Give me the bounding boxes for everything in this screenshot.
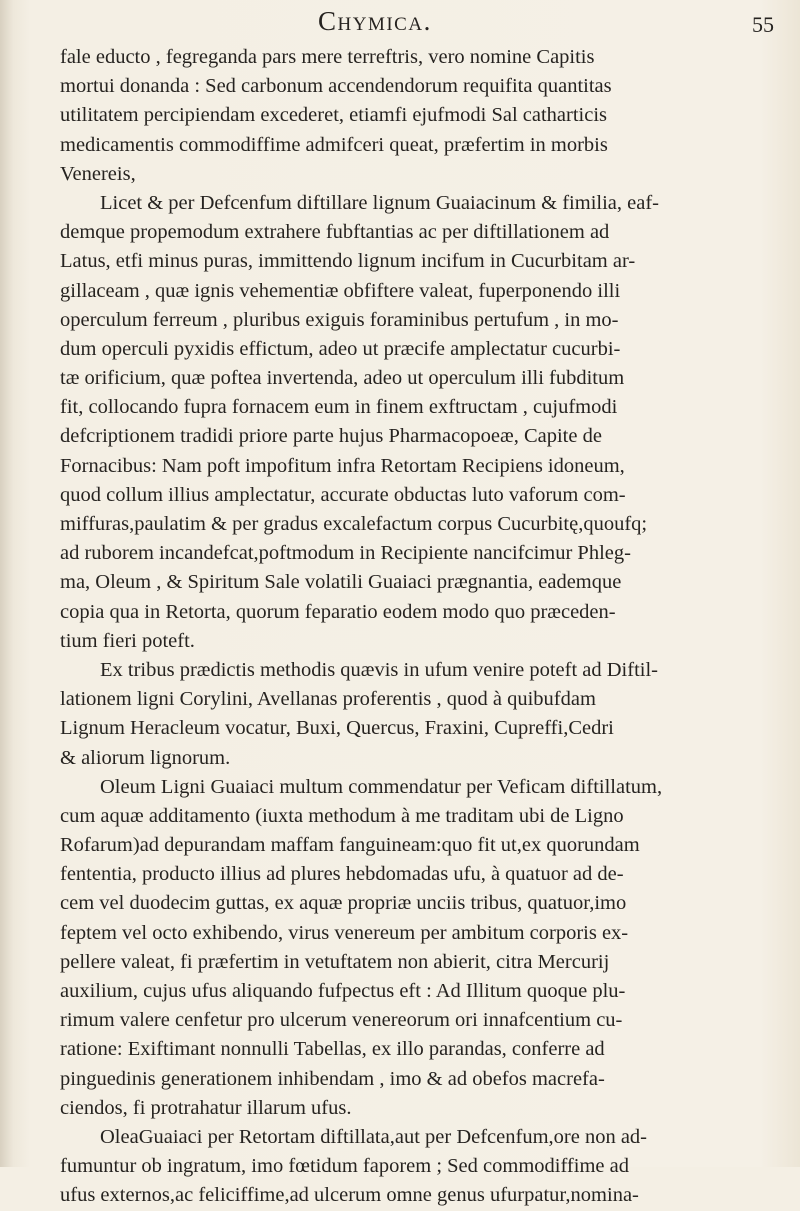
text-line: feptem vel octo exhibendo, virus venereum per ambitum corporis ex- xyxy=(60,921,629,944)
text-line: ma, Oleum , & Spiritum Sale volatili Guaiaci prægnantia, eademque xyxy=(60,571,622,594)
text-line: ad ruborem incandefcat,poftmodum in Recipiente nancifcimur Phleg- xyxy=(60,542,631,565)
text-line: ratione: Exiftimant nonnulli Tabellas, ex illo parandas, conferre ad xyxy=(60,1038,605,1061)
text-line: Ex tribus prædictis methodis quævis in ufum venire poteft ad Diftil- xyxy=(100,658,658,681)
page-header xyxy=(0,6,800,46)
text-line: cem vel duodecim guttas, ex aquæ propriæ unciis tribus, quatuor,imo xyxy=(60,892,627,915)
text-line: operculum ferreum , pluribus exiguis foraminibus pertufum , in mo- xyxy=(60,308,619,331)
text-line: auxilium, cujus ufus aliquando fufpectus eft : Ad Illitum quoque plu- xyxy=(60,980,626,1002)
text-line: mortui donanda : Sed carbonum accendendorum requifita quantitas xyxy=(60,75,612,98)
text-line: cum aquæ additamento (iuxta methodum à me traditam ubi de Ligno xyxy=(60,804,624,827)
text-line: Lignum Heracleum vocatur, Buxi, Quercus, Fraxini, Cupreffi,Cedri xyxy=(60,717,614,740)
text-line: lationem ligni Corylini, Avellanas proferentis , quod à quibufdam xyxy=(60,688,596,711)
text-line: demque propemodum extrahere fubftantias ac per diftillationem ad xyxy=(60,221,610,244)
text-line: pinguedinis generationem inhibendam , imo & ad obefos macrefa- xyxy=(60,1067,605,1090)
text-line: utilitatem percipiendam excederet, etiamfi ejufmodi Sal catharticis xyxy=(60,104,608,127)
text-line: fale educto , fegreganda pars mere terreftris, vero nomine Capitis xyxy=(60,46,595,68)
text-line: quod collum illius amplectatur, accurate obductas luto vaforum com- xyxy=(60,483,626,506)
text-line: Latus, etfi minus puras, immittendo lignum incifum in Cucurbitam ar- xyxy=(60,250,636,273)
page-number: 55 xyxy=(752,12,774,37)
text-line: defcriptionem tradidi priore parte hujus Pharmacopoeæ, Capite de xyxy=(60,425,602,448)
text-line: Licet & per Defcenfum diftillare lignum Guaiacinum & fimilia, eaf- xyxy=(100,191,659,214)
text-line: Rofarum)ad depurandam maffam fanguineam:quo fit ut,ex quorundam xyxy=(60,834,640,857)
text-line: tæ orificium, quæ poftea invertenda, adeo ut operculum illi fubditum xyxy=(60,367,625,390)
text-line: rimum valere cenfetur pro ulcerum venereorum ori innafcentium cu- xyxy=(60,1009,623,1032)
text-line: tium fieri poteft. xyxy=(60,629,195,652)
text-line: OleaGuaiaci per Retortam diftillata,aut per Defcenfum,ore non ad- xyxy=(100,1125,647,1148)
text-line: copia qua in Retorta, quorum feparatio eodem modo quo præceden- xyxy=(60,600,616,623)
text-line: Fornacibus: Nam poft impofitum infra Retortam Recipiens idoneum, xyxy=(60,454,625,477)
text-line: ufus externos,ac feliciffime,ad ulcerum omne genus ufurpatur,nomina- xyxy=(60,1184,639,1207)
text-line: fumuntur ob ingratum, imo fœtidum faporem ; Sed commodiffime ad xyxy=(60,1155,629,1178)
text-line: medicamentis commodiffime admifceri queat, præfertim in morbis xyxy=(60,133,608,156)
text-line: Venereis, xyxy=(60,162,136,185)
text-line: fententia, producto illius ad plures hebdomadas ufu, à quatuor ad de- xyxy=(60,863,624,886)
text-line: miffuras,paulatim & per gradus excalefactum corpus Cucurbitę,quoufq; xyxy=(60,513,648,535)
text-line: gillaceam , quæ ignis vehementiæ obfiftere valeat, fuperponendo illi xyxy=(60,279,621,302)
body-text xyxy=(60,43,772,1211)
text-line: dum operculi pyxidis effictum, adeo ut præcife amplectatur cucurbi- xyxy=(60,337,621,360)
page-binding-edge xyxy=(0,0,14,1167)
text-line: fit, collocando fupra fornacem eum in finem exftructam , cujufmodi xyxy=(60,396,618,419)
text-line: ciendos, fi protrahatur illarum ufus. xyxy=(60,1096,352,1119)
text-line: & aliorum lignorum. xyxy=(60,746,231,769)
text-line: pellere valeat, fi præfertim in vetuftatem non abierit, citra Mercurij xyxy=(60,950,610,973)
text-line: Oleum Ligni Guaiaci multum commendatur per Veficam diftillatum, xyxy=(100,775,663,798)
running-title: Chymica. xyxy=(318,6,432,36)
